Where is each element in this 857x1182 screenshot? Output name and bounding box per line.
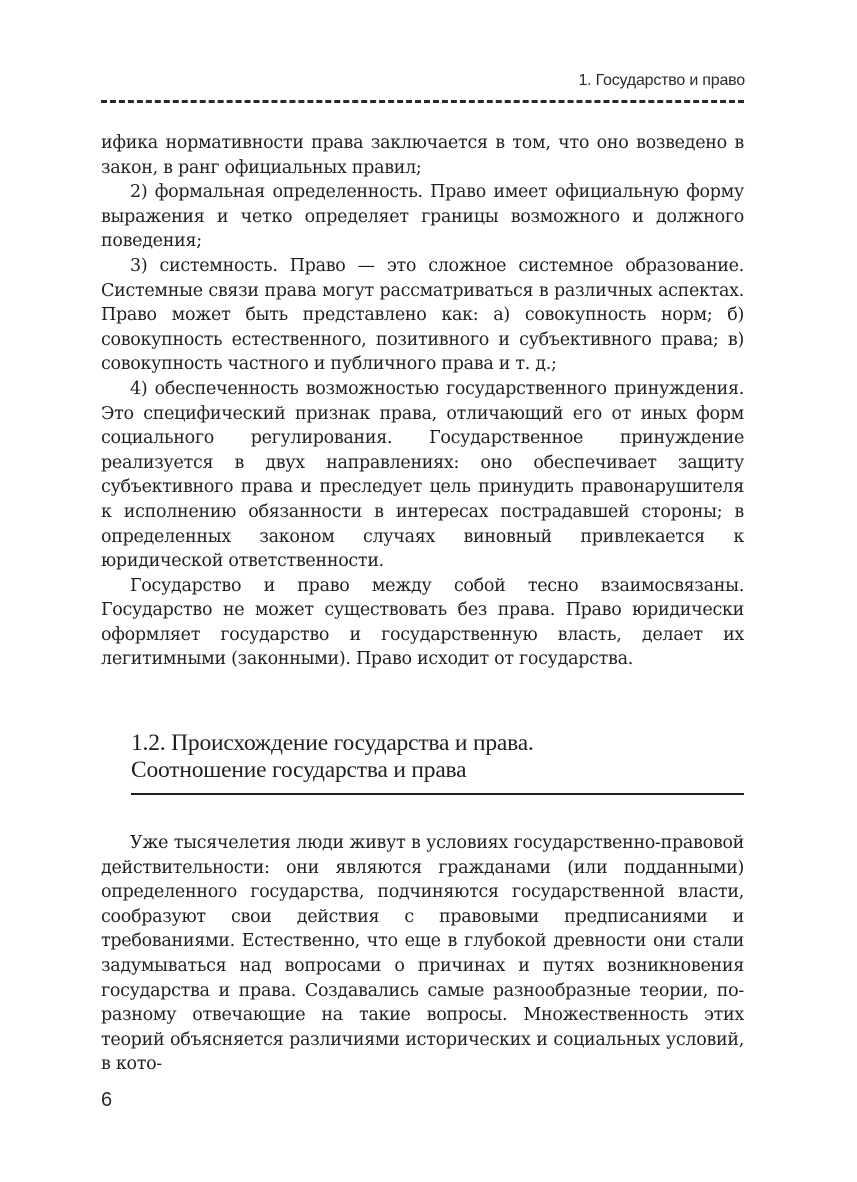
paragraph-formal-definiteness: 2) формальная определенность. Право имеет официальную форму выражения и четко определяет границы возможного и должного поведения;	[101, 182, 744, 252]
paragraph-state-and-law: Государство и право между собой тесно взаимосвязаны. Государство не может существовать без права. Право юридически оформляет государство и государственную власть, делает их легитимными (законными). Право исходит от государства.	[101, 575, 744, 670]
paragraph-origin-intro: Уже тысячелетия люди живут в условиях государственно-правовой действительности: они являются гражданами (или подданными) определенного государства, подчиняются государственной власти, сообразуют свои действия с правовыми предписаниями и требованиями. Естественно, что еще в глубокой древности они стали задумываться над вопросами о причинах и путях возникновения государства и права. Создавались самые разнообразные теории, по-разному отвечающие на такие вопросы. Множественность этих теорий объясняется различиями исторических и социальных условий, в кото-	[101, 833, 744, 1075]
section-heading-line2: Соотношение государства и права	[131, 757, 467, 783]
header-dashed-rule	[101, 100, 744, 103]
paragraph-state-coercion: 4) обеспеченность возможностью государственного принуждения. Это специфический признак права, отличающий его от иных форм социального регулирования. Государственное принуждение реализуется в двух направлениях: оно обеспечивает защиту субъективного права и преследует цель принудить правонарушителя к исполнению обязанности в интересах пострадавшей стороны; в определенных законом случаях виновный привлекается к юридической ответственности.	[101, 378, 744, 572]
page-number: 6	[101, 1089, 113, 1111]
body-text-top	[101, 131, 744, 672]
paragraph-continuation: ифика нормативности права заключается в том, что оно возведено в закон, в ранг официальных правил;	[101, 133, 744, 178]
section-heading-line1: 1.2. Происхождение государства и права.	[131, 730, 534, 756]
running-header: 1. Государство и право	[578, 72, 745, 89]
paragraph-systemness: 3) системность. Право — это сложное системное образование. Системные связи права могут рассматриваться в различных аспектах. Право может быть представлено как: а) совокупность норм; б) совокупность естественного, позитивного и субъективного права; в) совокупность частного и публичного права и т. д.;	[101, 255, 744, 375]
section-heading	[131, 730, 744, 795]
body-text-bottom	[101, 831, 744, 1077]
